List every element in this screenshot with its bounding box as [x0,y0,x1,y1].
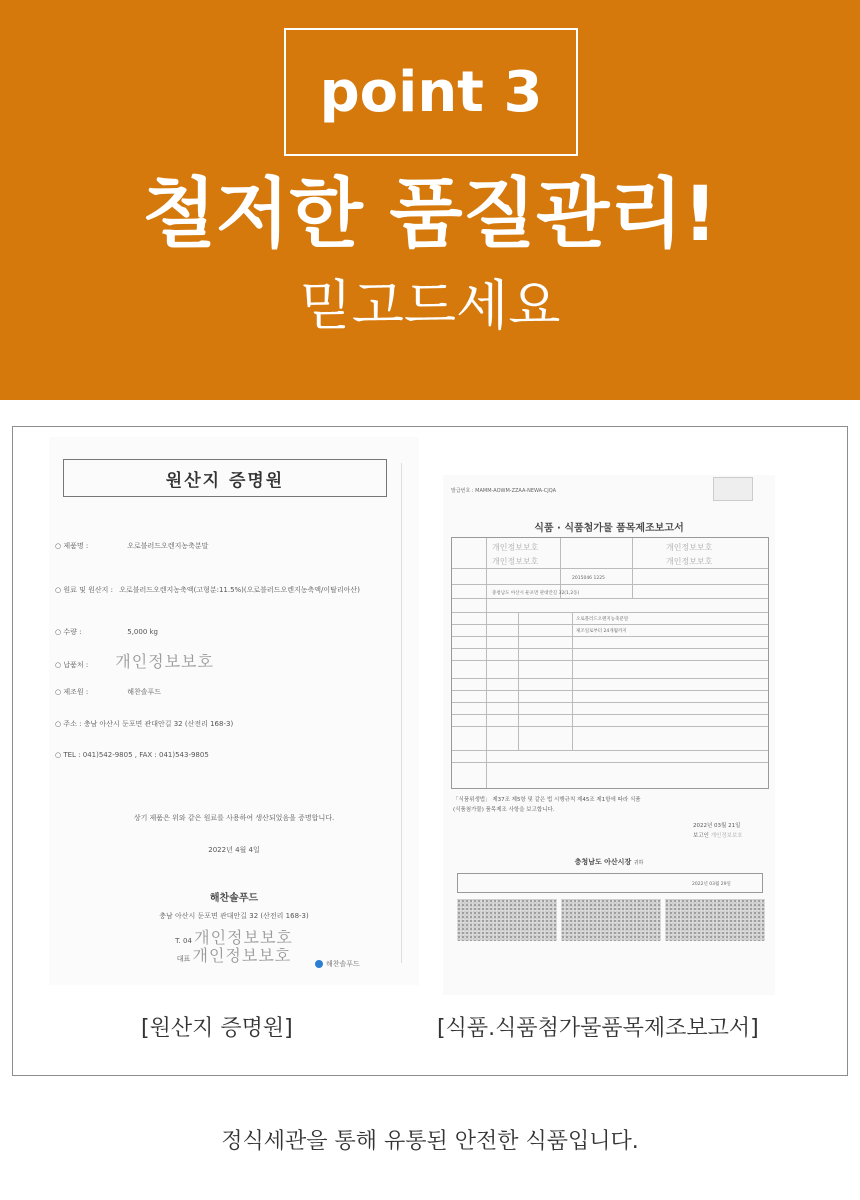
report-code: 발급번호 : MAMM-AOWM-ZZAA-NEWA-CJQA [451,488,557,494]
cert-row-manufacturer: ○ 제조원 : 해찬솔푸드 [55,688,162,696]
report-photo-2 [561,899,661,941]
subheadline: 믿고드세요 [299,274,561,337]
report-date: 2022년 03월 21일 [693,823,741,829]
report-notice-2: (식품첨가물) 품목제조 사항을 보고합니다. [453,807,555,813]
cert-row-product: ○ 제품명 : 오로블러드오렌지농축분말 [55,542,209,550]
company-logo: 해찬솔푸드 [315,959,360,969]
cert-company-address: 충남 아산시 둔포면 관대안길 32 (산전리 168-3) [159,912,309,920]
report-receipt-table: 2022년 03월 29일 [457,873,763,893]
report-authority: 충청남도 아산시장 귀하 [574,858,644,866]
manufacturing-report [443,475,775,995]
cert-tel-line: T. 04 개인정보보호 [175,928,293,947]
point-badge: point 3 [284,28,578,156]
report-notice-1: 「식품위생법」 제37조 제5항 및 같은 법 시행규칙 제45조 제1항에 따라 식품 [453,797,641,803]
report-photo-3 [665,899,765,941]
documents-frame [12,426,848,1076]
report-reporter: 보고인 개인정보보호 [693,833,743,839]
cert-row-ingredient: ○ 원료 및 원산지 : 오로블러드오렌지농축액(고형분:11.5%)(오로블러드오렌지농축액/이탈리아산) [55,586,360,594]
report-photo-1 [457,899,557,941]
document-divider [401,463,402,963]
cert-ceo-line: 대표 개인정보보호 [176,946,292,965]
cert-row-buyer: ○ 납품처 : 개인정보보호 [55,652,214,671]
cert-statement: 상기 제품은 위와 같은 원료를 사용하여 생산되었음을 증명합니다. [133,814,335,822]
report-stamp [713,477,753,501]
report-title: 식품 · 식품첨가물 품목제조보고서 [534,523,684,534]
headline: 철저한 품질관리! [142,169,718,258]
cert-company: 해찬솔푸드 [209,893,259,904]
caption-report: [식품.식품첨가물품목제조보고서] [437,1016,759,1041]
certificate-of-origin [49,437,419,985]
cert-row-quantity: ○ 수량 : 5,000 kg [55,628,158,636]
cert-row-address: ○ 주소 : 충남 아산시 둔포면 관대안길 32 (산전리 168-3) [55,720,234,728]
report-table: 개인정보보호 개인정보보호 개인정보보호 개인정보보호 2015046 1225 충청남도 아산시 둔포면 관대안길 32(1,2동) 오로블러드오렌지농축분말 제조일로부터 24개월까지 [451,537,769,789]
footer-text: 정식세관을 통해 유통된 안전한 식품입니다. [221,1129,639,1154]
caption-certificate: [원산지 증명원] [141,1016,293,1041]
cert-date: 2022년 4월 4일 [208,846,260,854]
header-banner [0,0,860,400]
logo-dot-icon [315,960,323,968]
certificate-title: 원산지 증명원 [63,459,387,497]
cert-row-tel: ○ TEL : 041)542-9805 , FAX : 041)543-9805 [55,751,209,759]
